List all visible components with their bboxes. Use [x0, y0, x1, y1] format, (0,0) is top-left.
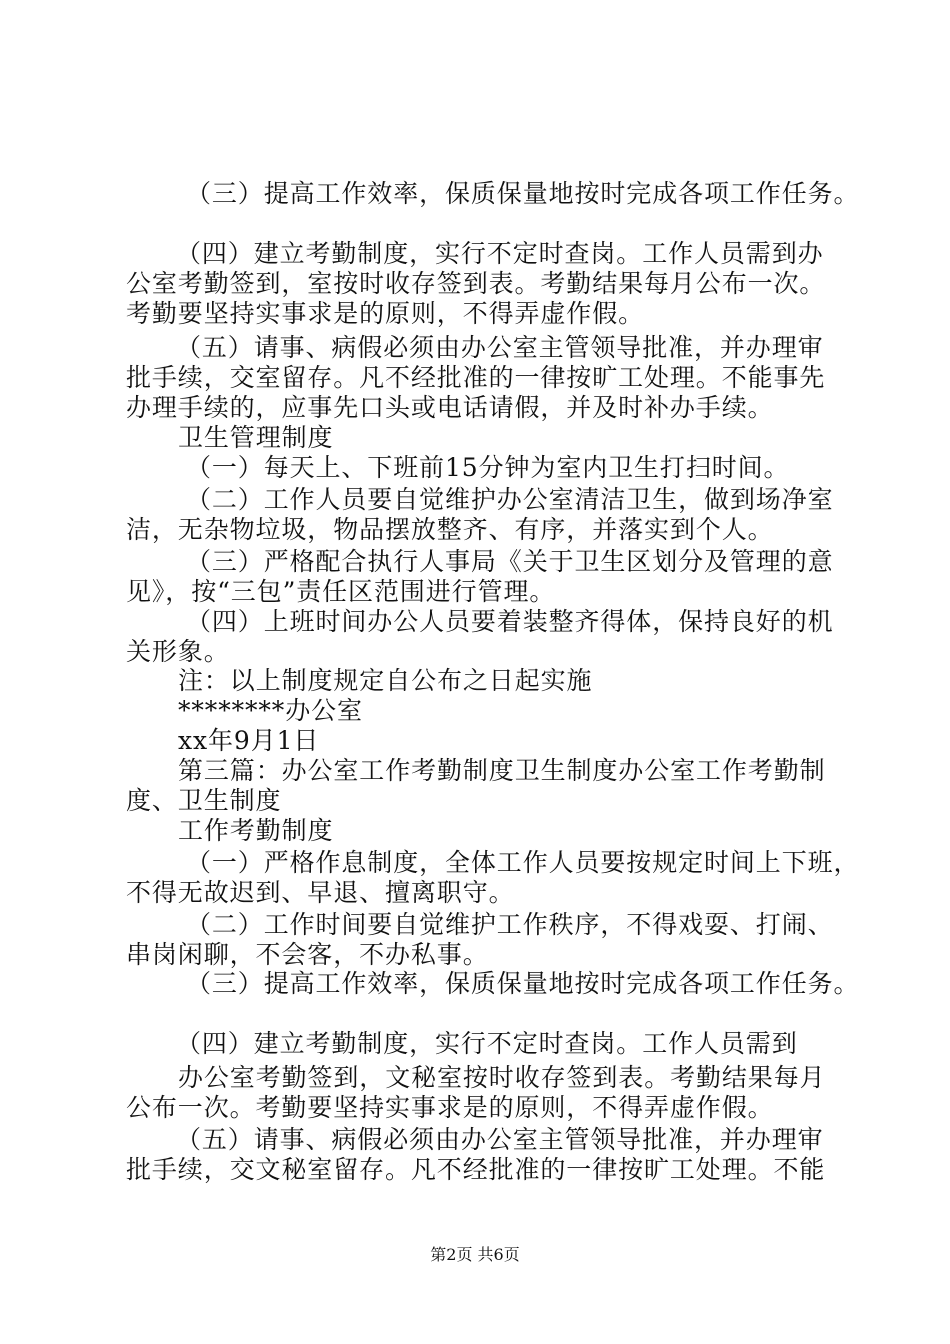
body-line: （四）建立考勤制度，实行不定时查岗。工作人员需到办 [176, 239, 824, 268]
body-line: 公室考勤签到，室按时收存签到表。考勤结果每月公布一次。 [126, 269, 826, 298]
body-line: （四）建立考勤制度，实行不定时查岗。工作人员需到 [176, 1029, 798, 1058]
body-line: （一）严格作息制度，全体工作人员要按规定时间上下班， [186, 848, 860, 877]
body-line: 不得无故迟到、早退、擅离职守。 [126, 878, 515, 907]
body-line: （五）请事、病假必须由办公室主管领导批准，并办理审 [176, 333, 824, 362]
body-line: 见》，按“三包”责任区范围进行管理。 [126, 577, 556, 606]
note-line: 注：以上制度规定自公布之日起实施 [178, 666, 593, 695]
office-signature: ********办公室 [178, 696, 363, 725]
date-line: xx年9月1日 [178, 726, 320, 755]
page-number-footer: 第2页 共6页 [430, 1245, 520, 1264]
body-line: 批手续，交文秘室留存。凡不经批准的一律按旷工处理。不能 [126, 1155, 826, 1184]
chapter-heading: 第三篇：办公室工作考勤制度卫生制度办公室工作考勤制 [178, 756, 826, 785]
body-line: 考勤要坚持实事求是的原则，不得弄虚作假。 [126, 299, 645, 328]
chapter-heading-cont: 度、卫生制度 [126, 786, 282, 815]
body-line: 办理手续的，应事先口头或电话请假，并及时补办手续。 [126, 393, 774, 422]
body-line: 关形象。 [126, 637, 230, 666]
body-line: 串岗闲聊，不会客，不办私事。 [126, 940, 489, 969]
body-line: 洁，无杂物垃圾，物品摆放整齐、有序，并落实到个人。 [126, 515, 774, 544]
body-line: 批手续，交室留存。凡不经批准的一律按旷工处理。不能事先 [126, 363, 826, 392]
section-heading: 工作考勤制度 [178, 816, 334, 845]
body-line: （三）严格配合执行人事局《关于卫生区划分及管理的意 [186, 547, 834, 576]
body-line: （一）每天上、下班前15分钟为室内卫生打扫时间。 [186, 453, 790, 482]
body-line: （四）上班时间办公人员要着装整齐得体，保持良好的机 [186, 607, 834, 636]
body-line: （二）工作时间要自觉维护工作秩序，不得戏耍、打闹、 [186, 910, 834, 939]
section-heading: 卫生管理制度 [178, 423, 334, 452]
body-line: （三）提高工作效率，保质保量地按时完成各项工作任务。 [186, 969, 860, 998]
body-line: 办公室考勤签到，文秘室按时收存签到表。考勤结果每月 [178, 1063, 826, 1092]
body-line: （三）提高工作效率，保质保量地按时完成各项工作任务。 [186, 179, 860, 208]
body-line: 公布一次。考勤要坚持实事求是的原则，不得弄虚作假。 [126, 1093, 774, 1122]
body-line: （二）工作人员要自觉维护办公室清洁卫生，做到场净室 [186, 485, 834, 514]
body-line: （五）请事、病假必须由办公室主管领导批准，并办理审 [176, 1125, 824, 1154]
